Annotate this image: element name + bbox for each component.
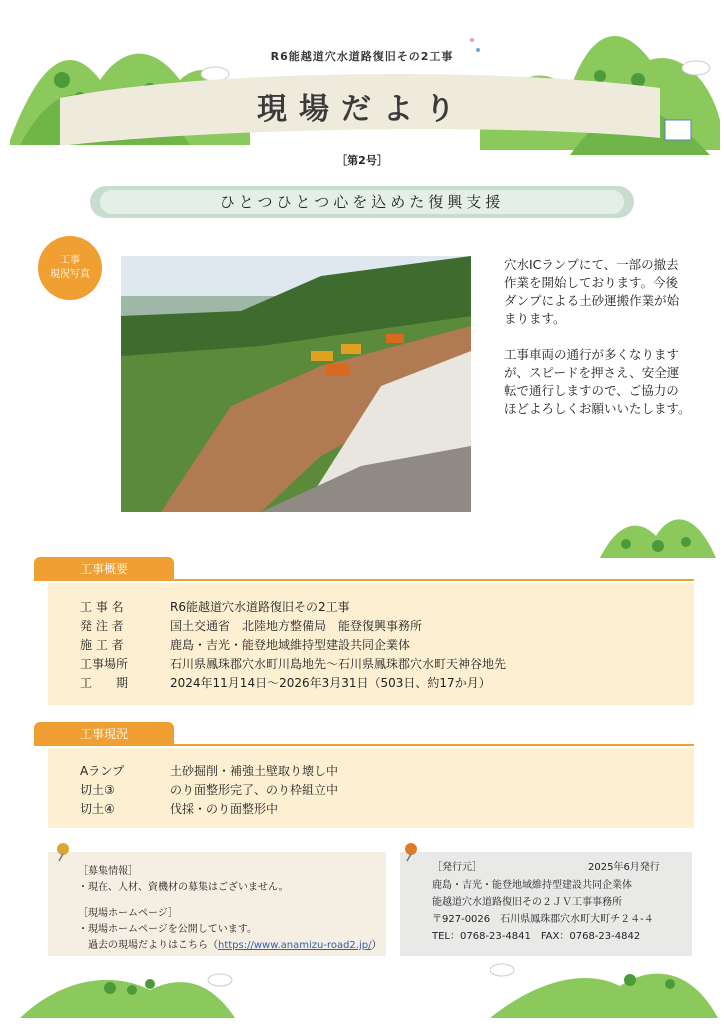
publisher-address: 〒927-0026 石川県鳳珠郡穴水町大町チ２４-４ bbox=[432, 914, 654, 925]
publisher-heading: ［発行元］ bbox=[432, 862, 482, 873]
photo-badge-line2: 現況写真 bbox=[50, 269, 90, 280]
overview-value: R6能越道穴水道路復旧その2工事 bbox=[170, 600, 350, 614]
status-section-bar bbox=[34, 722, 694, 746]
construction-site-photo bbox=[121, 256, 471, 512]
recruit-heading: ［募集情報］ bbox=[78, 866, 138, 877]
footer-hills-left bbox=[20, 960, 240, 1020]
overview-key: 施 工 者 bbox=[80, 638, 124, 652]
overview-value: 石川県鳳珠郡穴水町川島地先～石川県鳳珠郡穴水町天神谷地先 bbox=[170, 657, 507, 671]
status-key: Aランプ bbox=[80, 764, 125, 778]
issue-number: ［第2号］ bbox=[336, 154, 388, 167]
desc-p1-line3: ダンプによる土砂運搬作業が始 bbox=[504, 293, 680, 308]
homepage-link-suffix: ） bbox=[371, 940, 382, 951]
publisher-phone: TEL：0768-23-4841 FAX：0768-23-4842 bbox=[432, 931, 641, 942]
status-key: 切土④ bbox=[80, 802, 115, 816]
status-key: 切土③ bbox=[80, 783, 115, 797]
homepage-link-prefix: 過去の現場だよりはこちら（ bbox=[78, 940, 218, 951]
status-value: 土砂掘削・補強土壁取り壊し中 bbox=[170, 764, 339, 778]
publisher-office: 能越道穴水道路復旧その２ＪＶ工事事務所 bbox=[432, 897, 622, 908]
overview-key: 工 事 名 bbox=[80, 600, 124, 614]
catchphrase: ひとつひとつ心を込めた復興支援 bbox=[219, 193, 505, 211]
publish-date: 2025年6月発行 bbox=[588, 862, 660, 873]
desc-p2-line2: が、スピードを押さえ、安全運 bbox=[504, 365, 680, 380]
photo-description bbox=[504, 256, 704, 436]
recruit-text: ・現在、人材、資機材の募集はございません。 bbox=[78, 882, 289, 893]
description-paragraph-1 bbox=[504, 256, 704, 328]
overview-key: 工 期 bbox=[80, 676, 129, 690]
recruit-info-box bbox=[48, 852, 386, 956]
publisher-company: 鹿島・吉光・能登地域維持型建設共同企業体 bbox=[432, 880, 632, 891]
pushpin-icon bbox=[54, 842, 72, 862]
overview-value: 2024年11月14日～2026年3月31日（503日、約17か月） bbox=[170, 676, 491, 690]
project-title: R6能越道穴水道路復旧その2工事 bbox=[270, 50, 454, 63]
footer-hills-right bbox=[490, 956, 720, 1020]
overview-key: 工事場所 bbox=[80, 657, 129, 671]
overview-key: 発 注 者 bbox=[80, 619, 124, 633]
overview-section-bar bbox=[34, 557, 694, 581]
photo-badge bbox=[38, 236, 102, 300]
status-divider bbox=[34, 744, 694, 746]
publisher-info-box bbox=[400, 852, 692, 956]
description-paragraph-2 bbox=[504, 346, 704, 418]
desc-p2-line3: 転で通行しますので、ご協力の bbox=[504, 383, 679, 398]
status-value: のり面整形完了、のり枠組立中 bbox=[170, 783, 339, 797]
overview-value: 国土交通省 北陸地方整備局 能登復興事務所 bbox=[170, 619, 423, 633]
desc-p1-line4: まります。 bbox=[504, 311, 566, 326]
newsletter-title: 現場だより bbox=[257, 92, 467, 127]
overview-heading: 工事概要 bbox=[34, 557, 174, 581]
desc-p1-line2: 作業を開始しております。今後 bbox=[504, 275, 679, 290]
desc-p1-line1: 穴水ICランプにて、一部の撤去 bbox=[504, 257, 679, 272]
overview-value: 鹿島・吉光・能登地域維持型建設共同企業体 bbox=[170, 638, 411, 652]
homepage-heading: ［現場ホームページ］ bbox=[78, 908, 178, 919]
status-value: 伐採・のり面整形中 bbox=[170, 802, 279, 816]
desc-p2-line1: 工事車両の通行が多くなります bbox=[504, 347, 680, 362]
homepage-link-line bbox=[78, 938, 381, 954]
desc-p2-line4: ほどよろしくお願いいたします。 bbox=[504, 401, 691, 416]
overview-divider bbox=[34, 579, 694, 581]
homepage-link[interactable]: https://www.anamizu-road2.jp/ bbox=[218, 940, 372, 951]
status-heading: 工事現況 bbox=[34, 722, 174, 746]
homepage-text: ・現場ホームページを公開しています。 bbox=[78, 924, 257, 935]
photo-badge-line1: 工事 bbox=[60, 255, 80, 266]
pushpin-icon bbox=[402, 842, 420, 862]
